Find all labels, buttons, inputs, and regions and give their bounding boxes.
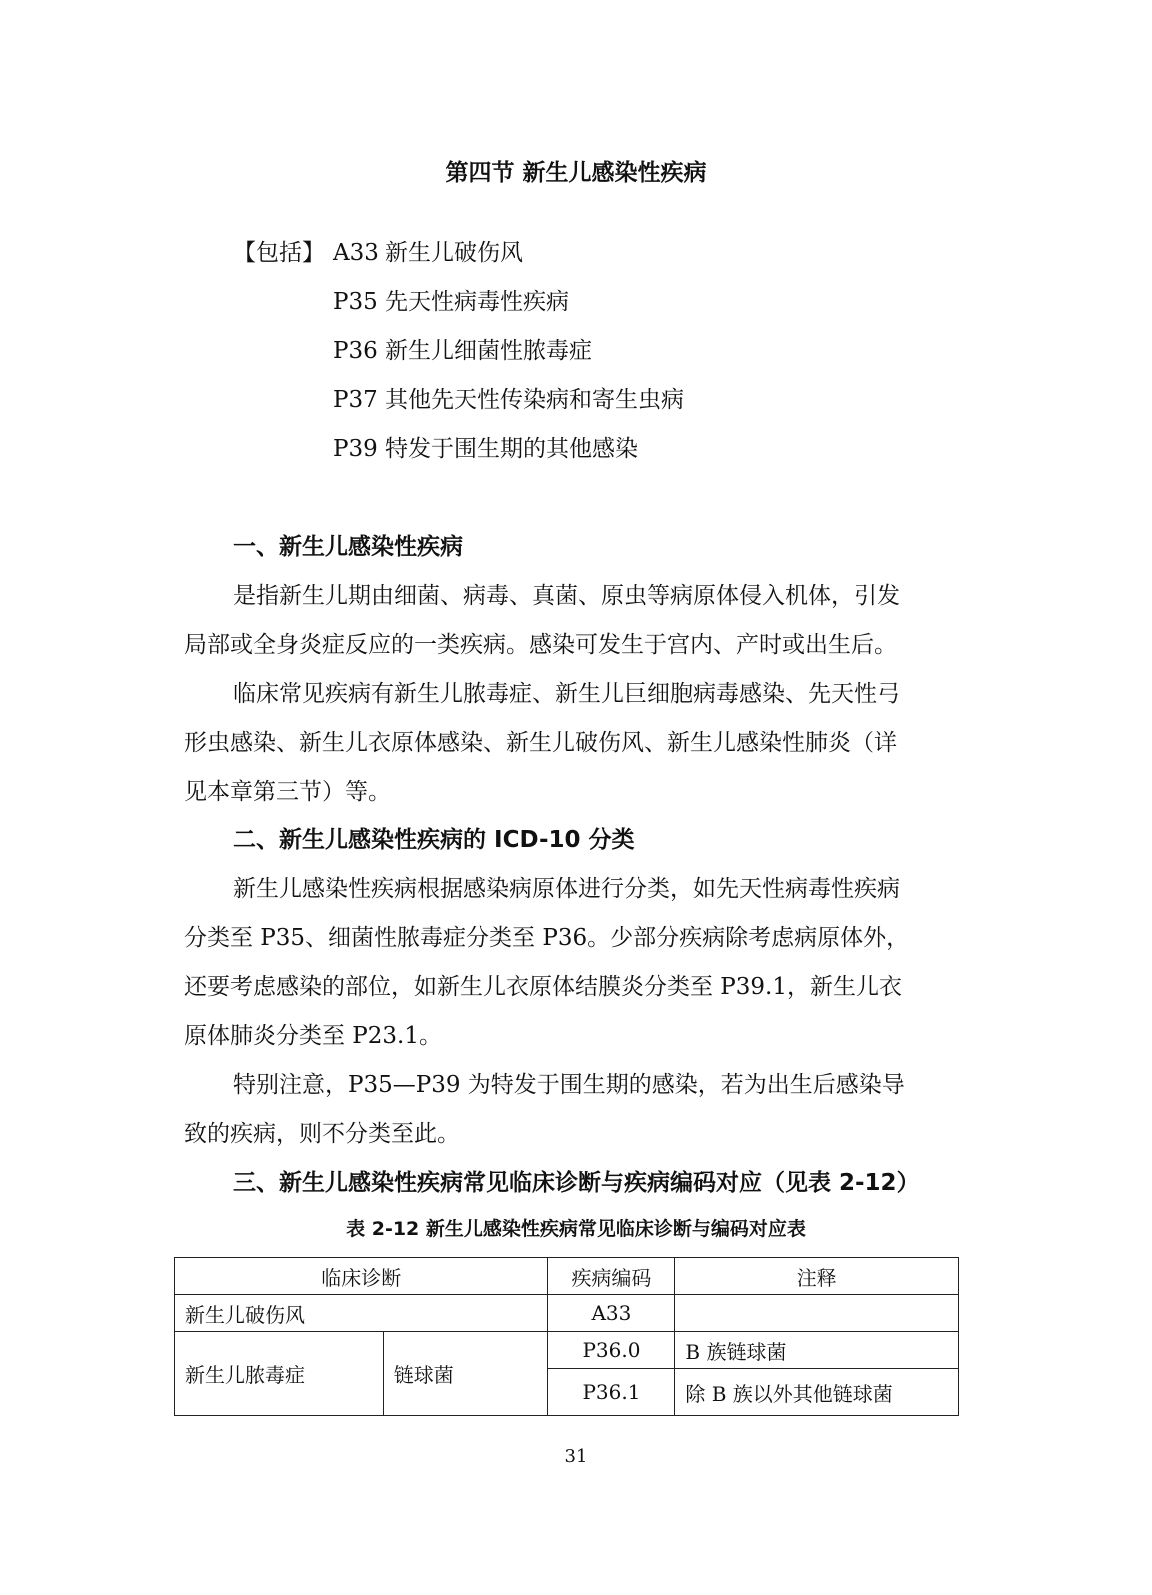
includes-item-code: A33 [333,240,379,266]
includes-item-code: P35 [333,289,378,315]
paragraph-line: 致的疾病，则不分类至此。 [184,1121,460,1147]
includes-label: 【包括】 [233,240,325,266]
page-number: 31 [564,1446,588,1467]
includes-item [333,385,684,415]
includes-item [333,287,569,317]
table-row [175,1295,959,1332]
includes-item-name: 先天性病毒性疾病 [385,289,569,315]
includes-item-code: P37 [333,387,378,413]
paragraph-line: 是指新生儿期由细菌、病毒、真菌、原虫等病原体侵入机体，引发 [233,583,900,609]
header-note: 注释 [675,1258,959,1295]
cell-code: A33 [548,1295,675,1332]
diagnosis-code-table [174,1257,959,1416]
cell-code: P36.1 [548,1369,675,1416]
paragraph-line: 特别注意，P35—P39 为特发于围生期的感染，若为出生后感染导 [233,1072,905,1098]
paragraph-line: 局部或全身炎症反应的一类疾病。感染可发生于宫内、产时或出生后。 [184,632,897,658]
cell-code: P36.0 [548,1332,675,1369]
heading-section-3: 三、新生儿感染性疾病常见临床诊断与疾病编码对应（见表 2-12） [233,1170,920,1196]
includes-item-name: 新生儿细菌性脓毒症 [385,338,592,364]
paragraph-line: 见本章第三节）等。 [184,779,391,805]
cell-note [675,1295,959,1332]
paragraph-line: 临床常见疾病有新生儿脓毒症、新生儿巨细胞病毒感染、先天性弓 [233,681,900,707]
includes-item-name: 新生儿破伤风 [385,240,523,266]
paragraph-line: 还要考虑感染的部位，如新生儿衣原体结膜炎分类至 P39.1，新生儿衣 [184,974,902,1000]
section-title: 第四节 新生儿感染性疾病 [445,160,707,186]
table-header-row [175,1258,959,1295]
includes-item-name: 其他先天性传染病和寄生虫病 [385,387,684,413]
includes-item-code: P36 [333,338,378,364]
header-diagnosis: 临床诊断 [175,1258,548,1295]
cell-note: 除 B 族以外其他链球菌 [675,1369,959,1416]
paragraph-line: 新生儿感染性疾病根据感染病原体进行分类，如先天性病毒性疾病 [233,876,900,902]
includes-item [333,238,523,268]
table-row [175,1332,959,1369]
table-caption: 表 2-12 新生儿感染性疾病常见临床诊断与编码对应表 [346,1218,806,1240]
includes-item [333,336,592,366]
paragraph-line: 原体肺炎分类至 P23.1。 [184,1023,442,1049]
cell-diagnosis: 新生儿脓毒症 [175,1332,384,1416]
cell-diagnosis: 新生儿破伤风 [175,1295,548,1332]
heading-section-2: 二、新生儿感染性疾病的 ICD-10 分类 [233,827,635,853]
cell-note: B 族链球菌 [675,1332,959,1369]
includes-item-name: 特发于围生期的其他感染 [385,436,638,462]
heading-section-1: 一、新生儿感染性疾病 [233,534,463,560]
includes-item-code: P39 [333,436,378,462]
header-code: 疾病编码 [548,1258,675,1295]
paragraph-line: 分类至 P35、细菌性脓毒症分类至 P36。少部分疾病除考虑病原体外， [184,925,910,951]
includes-item [333,434,638,464]
paragraph-line: 形虫感染、新生儿衣原体感染、新生儿破伤风、新生儿感染性肺炎（详 [184,730,897,756]
cell-sub-diagnosis: 链球菌 [383,1332,548,1416]
